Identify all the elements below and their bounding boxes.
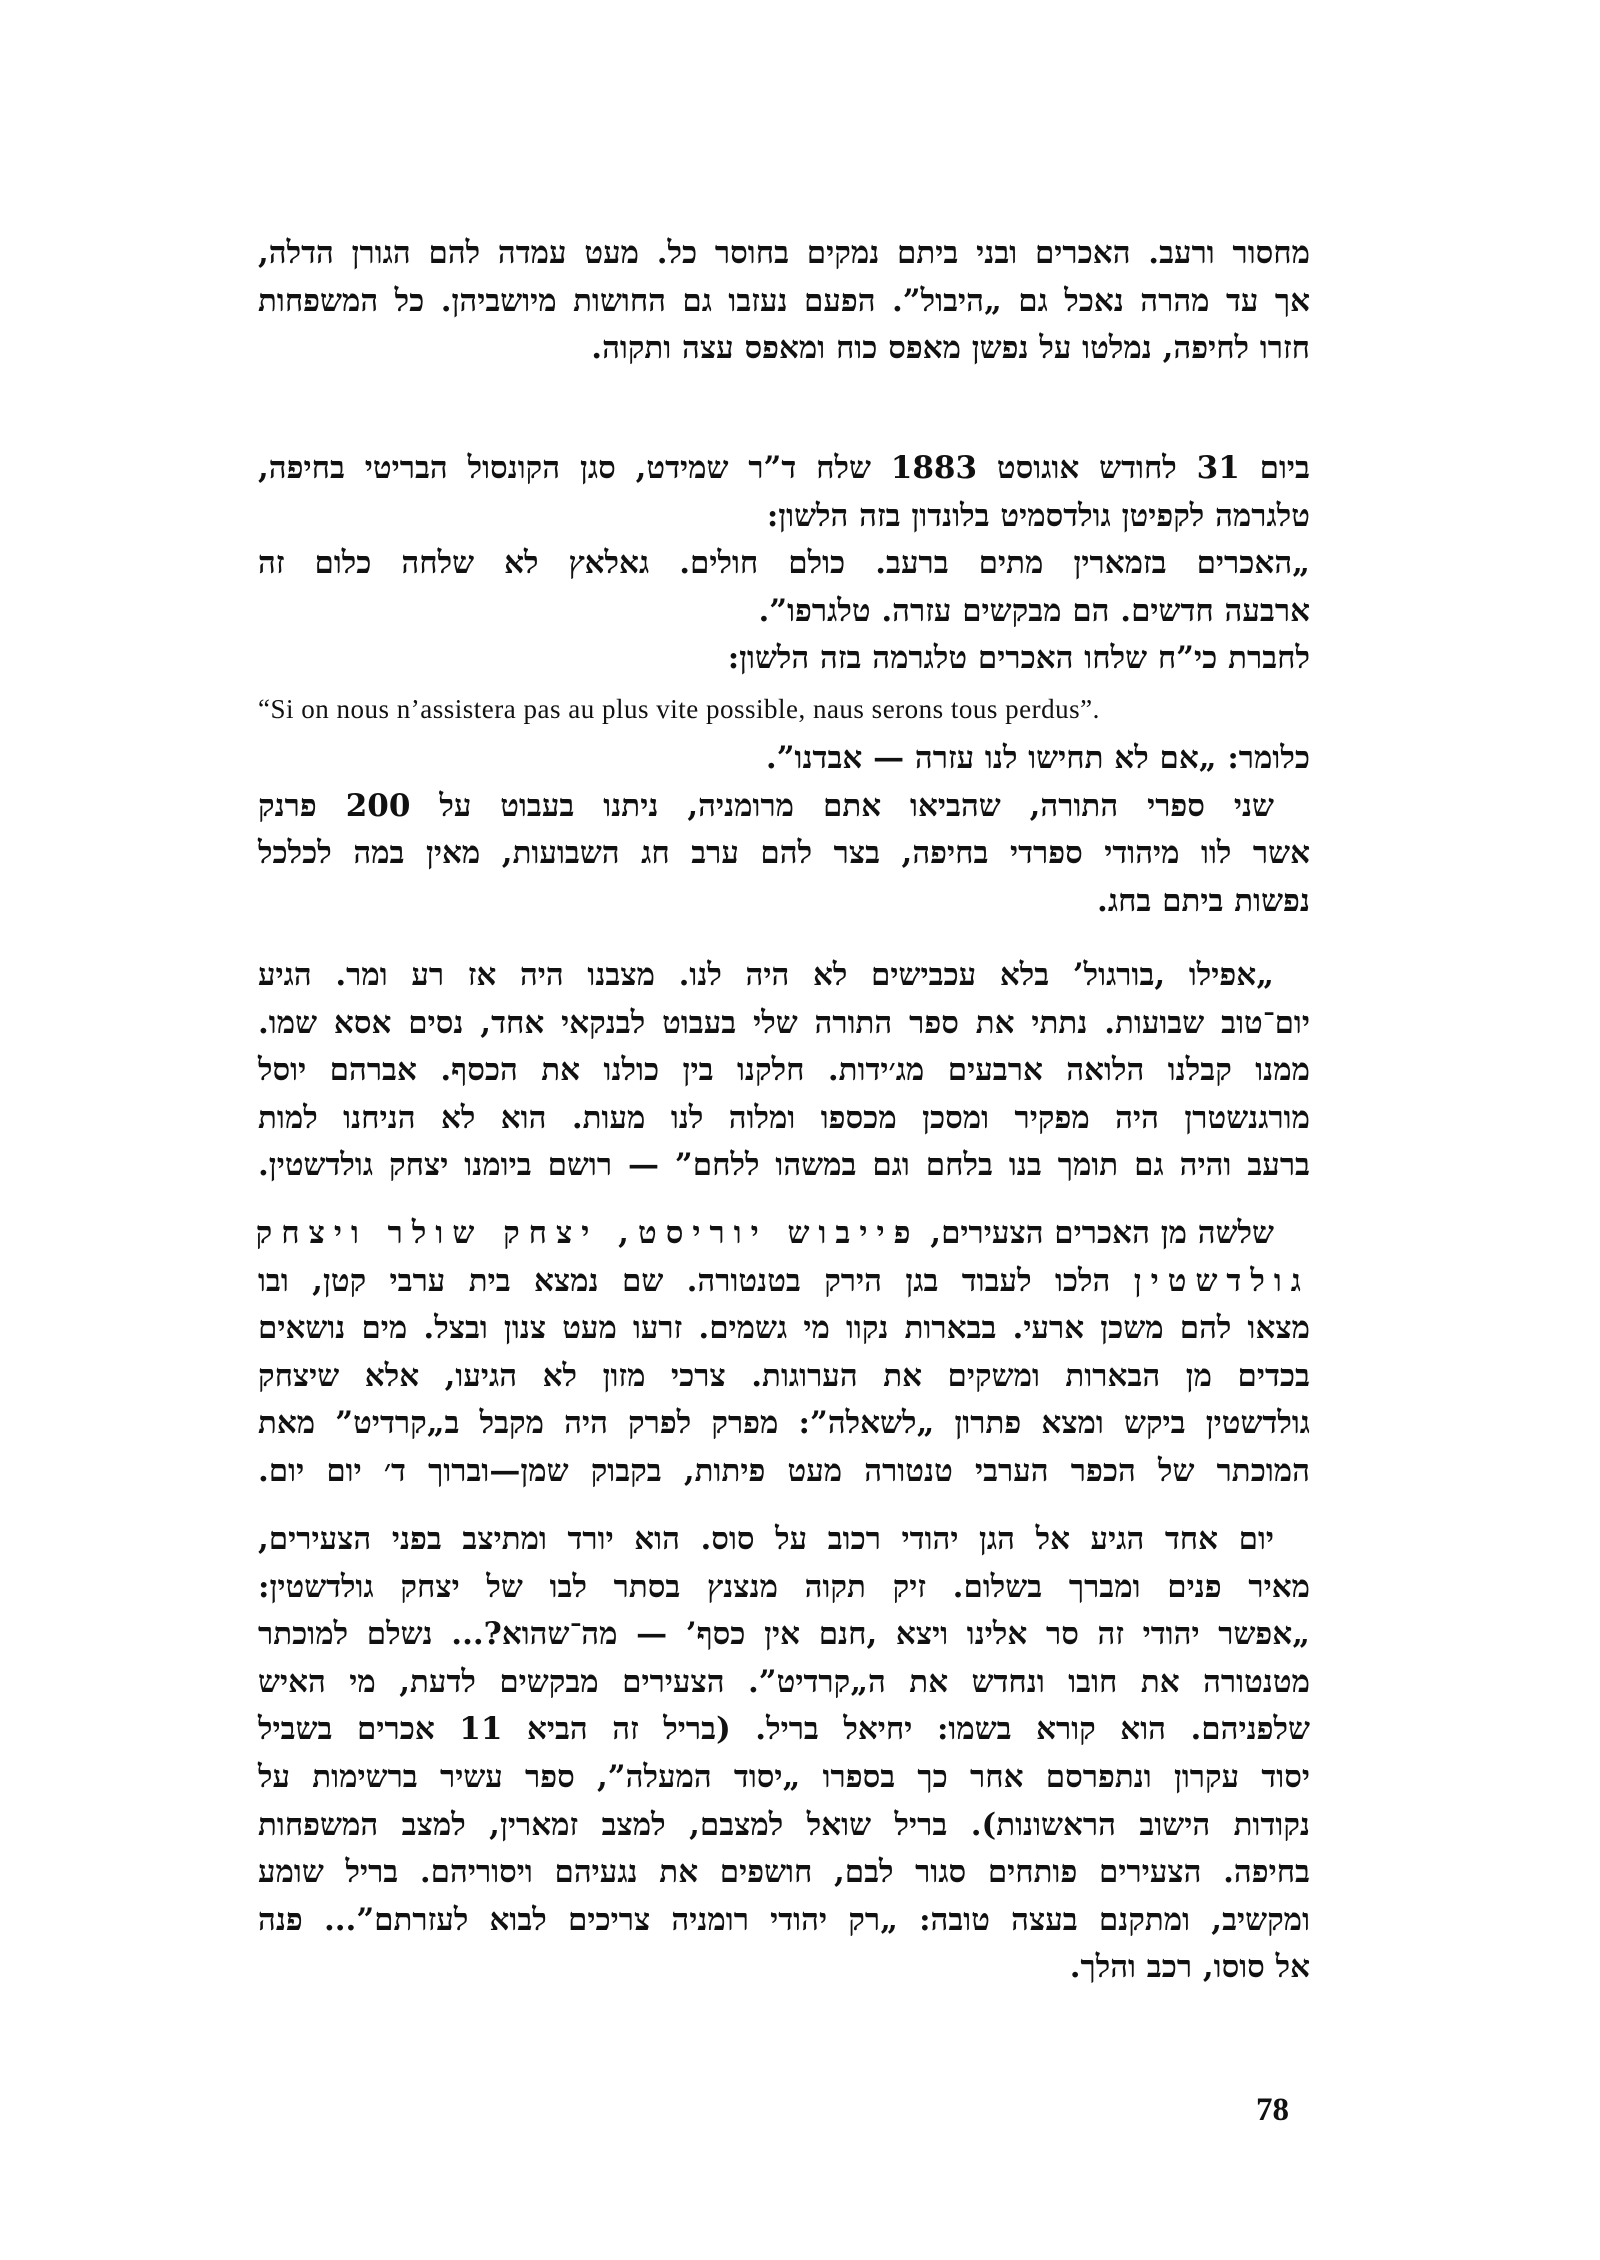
text-line: „אפשר יהודי זה סר אלינו ויצא ,חנם אין כסף’ — מה־שהוא?... נשלם למוכתר bbox=[258, 1616, 1310, 1653]
text-line: אך עד מהרה נאכל גם „היבול”. הפעם נעזבו גם החושות מיושביהן. כל המשפחות bbox=[258, 282, 1310, 319]
text-line: ביום 31 לחודש אוגוסט 1883 שלח ד”ר שמידט, סגן הקונסול הבריטי בחיפה, bbox=[258, 450, 1310, 486]
text-line: ברעב והיה גם תומך בנו בלחם וגם במשהו ללחם” — רושם ביומנו יצחק גולדשטין. bbox=[258, 1147, 1310, 1184]
text-line: ארבעה חדשים. הם מבקשים עזרה. טלגרפו”. bbox=[758, 592, 1310, 629]
text-line: „האכרים בזמארין מתים ברעב. כולם חולים. גאלאץ לא שלחה כלום זה bbox=[258, 545, 1310, 582]
emphasized-names: פייבוש יוריסט, יצחק שולר ויצחק bbox=[255, 1215, 920, 1251]
text-line: יסוד עקרון ונתפרסם אחר כך בספרו „יסוד המעלה”, ספר עשיר ברשימות על bbox=[258, 1758, 1310, 1795]
text-line bbox=[255, 1210, 1310, 1258]
text-segment: הלכו לעבוד בגן הירק בטנטורה. שם נמצא בית ערבי קטן, ובו bbox=[258, 1262, 1111, 1299]
text-line: לחברת כי”ח שלחו האכרים טלגרמה בזה הלשון: bbox=[727, 640, 1310, 677]
text-line: שני ספרי התורה, שהביאו אתם מרומניה, ניתנו בעבוט על 200 פרנק bbox=[258, 787, 1275, 824]
text-line: מורגנשטרן היה מפקיר ומסכן מכספו ומלוה לנו מעות. הוא לא הניחנו למות bbox=[258, 1099, 1310, 1136]
text-line: „אפילו ,בורגול’ בלא עכבישים לא היה לנו. מצבנו היה אז רע ומר. הגיע bbox=[258, 957, 1274, 993]
paragraph-3 bbox=[258, 735, 1310, 925]
paragraph-4 bbox=[258, 952, 1310, 1190]
text-line: ומקשיב, ומתקנם בעצה טובה: „רק יהודי רומניה צריכים לבוא לעזרתם”... פנה bbox=[258, 1901, 1310, 1938]
text-line bbox=[258, 1258, 1310, 1306]
text-line: אל סוסו, רכב והלך. bbox=[1069, 1949, 1310, 1986]
text-line: אשר לוו מיהודי ספרדי בחיפה, בצר להם ערב חג השבועות, מאין במה לכלכל bbox=[258, 835, 1310, 872]
text-segment: שלשה מן האכרים הצעירים, bbox=[930, 1215, 1274, 1251]
text-line: מטנטורה את חובו ונחדש את ה„קרדיט”. הצעירים מבקשים לדעת, מי האיש bbox=[258, 1663, 1310, 1700]
paragraph-1 bbox=[258, 230, 1310, 373]
text-line: ממנו קבלנו הלואה ארבעים מג׳ידות. חלקנו בין כולנו את הכסף. אברהם יוסל bbox=[258, 1052, 1310, 1089]
text-line: טלגרמה לקפיטן גולדסמיט בלונדון בזה הלשון: bbox=[766, 497, 1310, 534]
french-quote: “Si on nous n’assistera pas au plus vite possible, naus serons tous perdus”. bbox=[258, 694, 1100, 724]
text-line: בחיפה. הצעירים פותחים סגור לבם, חושפים את נגעיהם ויסוריהם. בריל שומע bbox=[258, 1854, 1310, 1891]
text-line: כלומר: „אם לא תחישו לנו עזרה — אבדנו”. bbox=[765, 740, 1310, 776]
emphasized-name: גולדשטין bbox=[1133, 1262, 1310, 1299]
text-line: יום אחד הגיע אל הגן יהודי רכוב על סוס. הוא יורד ומתיצב בפני הצעירים, bbox=[258, 1521, 1275, 1557]
text-line: נפשות ביתם בחג. bbox=[1097, 882, 1310, 919]
text-line: חזרו לחיפה, נמלטו על נפשן מאפס כוח ומאפס עצה ותקוה. bbox=[591, 330, 1310, 367]
text-line: שלפניהם. הוא קורא בשמו: יחיאל בריל. (בריל זה הביא 11 אכרים בשביל bbox=[258, 1711, 1310, 1748]
paragraph-2 bbox=[258, 445, 1310, 683]
text-line: נקודות הישוב הראשונות). בריל שואל למצבם, למצב זמארין, למצב המשפחות bbox=[258, 1806, 1310, 1843]
text-line: מצאו להם משכן ארעי. בבארות נקוו מי גשמים. זרעו מעט צנון ובצל. מים נושאים bbox=[258, 1310, 1310, 1347]
text-line: מאיר פנים ומברך בשלום. זיק תקוה מנצנץ בסתר לבו של יצחק גולדשטין: bbox=[258, 1568, 1310, 1605]
text-line: בכדים מן הבארות ומשקים את הערוגות. צרכי מזון לא הגיעו, אלא שיצחק bbox=[258, 1357, 1310, 1394]
text-line: המוכתר של הכפר הערבי טנטורה מעט פיתות, בקבוק שמן—וברוך ד׳ יום יום. bbox=[258, 1452, 1310, 1489]
paragraph-5 bbox=[255, 1210, 1310, 1496]
text-line: גולדשטין ביקש ומצא פתרון „לשאלה”: מפרק לפרק היה מקבל ב„קרדיט” מאת bbox=[258, 1405, 1310, 1442]
text-line: יום־טוב שבועות. נתתי את ספר התורה שלי בעבוט לבנקאי אחד, נסים אסא שמו. bbox=[258, 1004, 1310, 1041]
page-number: 78 bbox=[1256, 2092, 1289, 2128]
paragraph-6 bbox=[258, 1516, 1310, 1992]
text-line: מחסור ורעב. האכרים ובני ביתם נמקים בחוסר כל. מעט עמדה להם הגורן הדלה, bbox=[258, 235, 1310, 271]
